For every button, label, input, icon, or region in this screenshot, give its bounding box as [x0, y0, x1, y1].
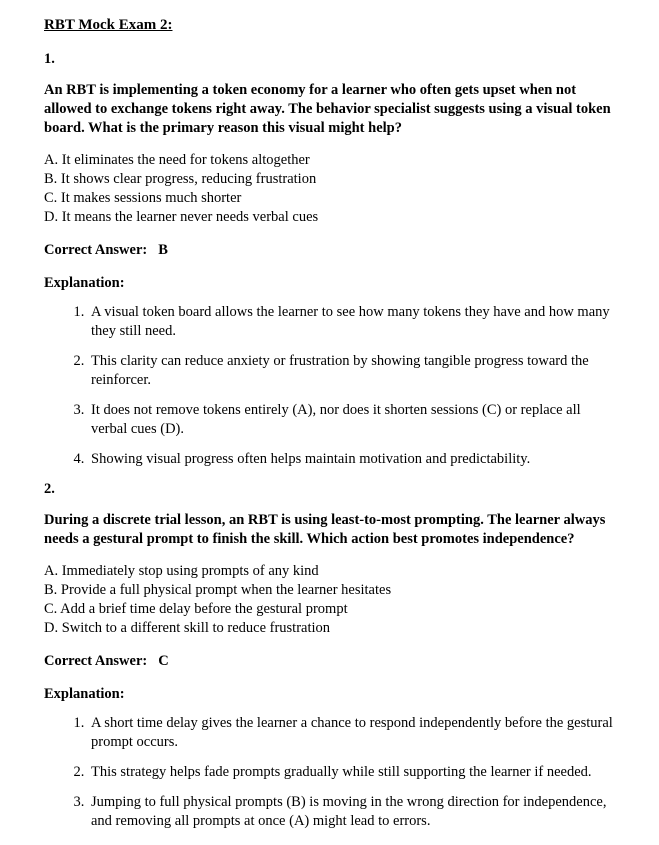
explanation-item: 2. This clarity can reduce anxiety or frustration by showing tangible progress toward the reinforcer.	[88, 352, 619, 390]
question-1-options	[44, 151, 619, 227]
explanation-item: 4. Showing visual progress often helps maintain motivation and predictability.	[88, 450, 619, 469]
question-2-option-b: B. Provide a full physical prompt when the learner hesitates	[44, 582, 392, 598]
document-title: RBT Mock Exam 2:	[44, 17, 173, 33]
question-2-explanation-label: Explanation:	[44, 686, 125, 702]
question-2-text: During a discrete trial lesson, an RBT is using least-to-most prompting. The learner always needs a gestural prompt to finish the skill. Which action best promotes independence?	[44, 512, 606, 547]
explanation-item: 2. This strategy helps fade prompts gradually while still supporting the learner if needed.	[88, 763, 619, 782]
question-1-correct-answer-value: B	[158, 242, 168, 258]
explanation-item: 3. Jumping to full physical prompts (B) is moving in the wrong direction for independence, and removing all prompts at once (A) might lead to errors.	[88, 793, 619, 831]
question-2-explanation-list	[44, 714, 619, 831]
question-1-explanation-label: Explanation:	[44, 275, 125, 291]
question-1-option-c: C. It makes sessions much shorter	[44, 190, 242, 206]
question-2-correct-answer-value: C	[158, 653, 169, 669]
question-2-options	[44, 562, 619, 638]
question-1-explanation-list	[44, 303, 619, 469]
question-block-2	[44, 480, 619, 831]
question-1-option-a: A. It eliminates the need for tokens altogether	[44, 152, 310, 168]
question-1-correct-answer-label: Correct Answer:	[44, 242, 148, 258]
question-block-1	[44, 50, 619, 469]
question-1-option-d: D. It means the learner never needs verbal cues	[44, 209, 319, 225]
question-2-option-a: A. Immediately stop using prompts of any kind	[44, 563, 319, 579]
question-1-option-b: B. It shows clear progress, reducing frustration	[44, 171, 317, 187]
explanation-item: 1. A short time delay gives the learner a chance to respond independently before the gestural prompt occurs.	[88, 714, 619, 752]
explanation-item: 3. It does not remove tokens entirely (A), nor does it shorten sessions (C) or replace all verbal cues (D).	[88, 401, 619, 439]
question-2-correct-answer-label: Correct Answer:	[44, 653, 148, 669]
question-2-number: 2.	[44, 481, 55, 497]
question-1-text: An RBT is implementing a token economy for a learner who often gets upset when not allowed to exchange tokens right away. The behavior specialist suggests using a visual token board. What is the primary reason this visual might help?	[44, 82, 611, 136]
question-2-option-d: D. Switch to a different skill to reduce frustration	[44, 620, 331, 636]
question-1-correct-answer-line	[44, 241, 619, 260]
question-2-correct-answer-line	[44, 652, 619, 671]
question-2-option-c: C. Add a brief time delay before the gestural prompt	[44, 601, 348, 617]
question-1-number: 1.	[44, 51, 55, 67]
explanation-item: 1. A visual token board allows the learner to see how many tokens they have and how many they still need.	[88, 303, 619, 341]
